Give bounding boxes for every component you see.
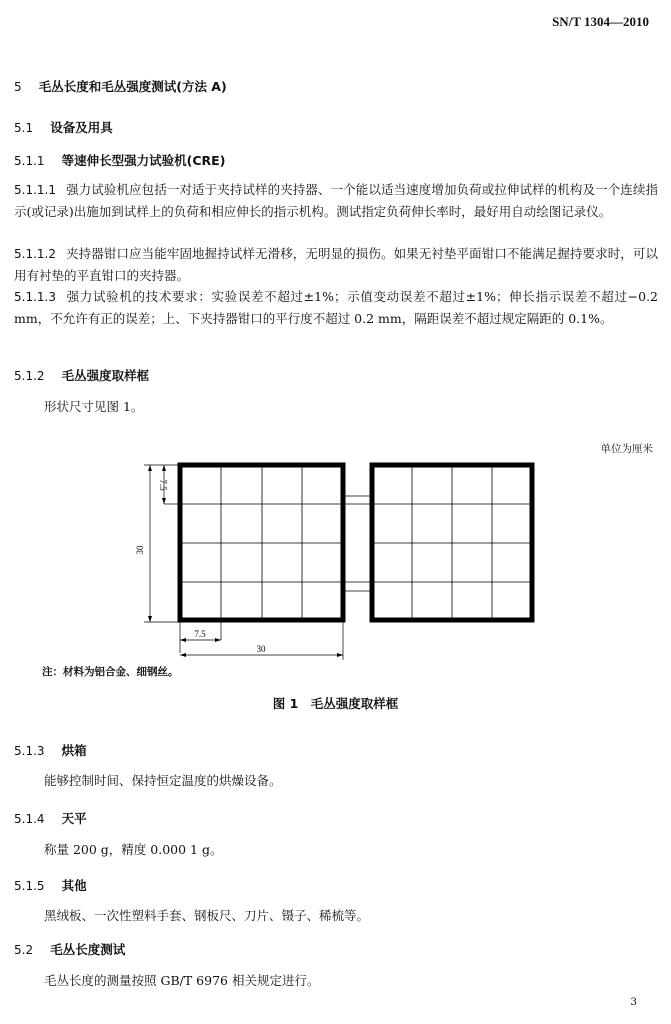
figure-note — [42, 664, 179, 679]
frame-connectors — [343, 496, 372, 591]
section-5-1-5-heading — [14, 875, 87, 894]
section-5-1-2-heading — [14, 365, 149, 384]
unit-note: 单位为厘米 — [600, 443, 653, 455]
section-title: 其他 — [61, 878, 87, 893]
section-5-heading — [14, 76, 227, 95]
section-title: 毛丛长度测试 — [50, 942, 126, 957]
section-5-1-2-text: 形状尺寸见图 1。 — [44, 399, 144, 414]
clause-number: 5.1.1.1 — [14, 183, 56, 197]
section-number: 5.1.4 — [14, 812, 45, 826]
dimension-label-30-bottom: 30 — [256, 644, 266, 654]
paragraph-5-1-1-3 — [14, 286, 658, 329]
section-5-1-3-heading — [14, 740, 87, 759]
section-5-1-5-text: 黑绒板、一次性塑料手套、钢板尺、刀片、镊子、稀梳等。 — [44, 908, 370, 923]
clause-text: 强力试验机的技术要求：实验误差不超过±1%；示值变动误差不超过±1%；伸长指示误差不超过−0.2 mm，不允许有正的误差；上、下夹持器钳口的平行度不超过 0.2 mm，隔距误差不超过规定隔距的 0.1%。 — [14, 289, 658, 326]
section-number: 5 — [14, 80, 22, 94]
sampling-frame-figure — [120, 455, 540, 665]
standard-number: SN/T 1304—2010 — [552, 14, 649, 29]
paragraph-5-1-1-1 — [14, 179, 658, 222]
section-5-1-3-text: 能够控制时间、保持恒定温度的烘燥设备。 — [44, 773, 282, 788]
figure-caption: 图 1 毛丛强度取样框 — [272, 696, 399, 711]
section-title: 等速伸长型强力试验机(CRE) — [61, 153, 226, 168]
section-5-2-heading — [14, 939, 125, 958]
left-frame — [180, 465, 343, 620]
section-number: 5.2 — [14, 943, 34, 957]
section-5-2-text: 毛丛长度的测量按照 GB/T 6976 相关规定进行。 — [44, 973, 320, 988]
dimension-label-30-left: 30 — [135, 545, 145, 555]
section-title: 天平 — [61, 811, 87, 826]
section-title: 烘箱 — [61, 743, 87, 758]
right-frame — [372, 465, 532, 620]
clause-text: 强力试验机应包括一对适于夹持试样的夹持器、一个能以适当速度增加负荷或拉伸试样的机构及一个连续指示(或记录)出施加到试样上的负荷和相应伸长的指示机构。测试指定负荷伸长率时，最好用自动绘图记录仪。 — [14, 182, 658, 219]
section-title: 毛丛长度和毛丛强度测试(方法 A) — [38, 79, 227, 94]
dimension-lines — [144, 465, 343, 660]
clause-number: 5.1.1.2 — [14, 247, 56, 261]
section-5-1-heading — [14, 117, 113, 136]
section-5-1-1-heading — [14, 150, 225, 169]
section-5-1-4-heading — [14, 808, 87, 827]
page-number: 3 — [630, 996, 637, 1008]
section-number: 5.1 — [14, 121, 34, 135]
paragraph-5-1-1-2 — [14, 243, 658, 286]
clause-text: 夹持器钳口应当能牢固地握持试样无滑移，无明显的损伤。如果无衬垫平面钳口不能满足握持要求时，可以用有衬垫的平直钳口的夹持器。 — [14, 246, 658, 283]
figure-note-text: 注：材料为铝合金、细钢丝。 — [42, 666, 179, 678]
dimension-label-7-5-bottom: 7.5 — [194, 629, 206, 639]
section-title: 设备及用具 — [50, 120, 113, 135]
section-number: 5.1.3 — [14, 744, 45, 758]
section-number: 5.1.1 — [14, 154, 45, 168]
section-5-1-4-text: 称量 200 g，精度 0.000 1 g。 — [44, 842, 223, 857]
section-title: 毛丛强度取样框 — [61, 368, 150, 383]
clause-number: 5.1.1.3 — [14, 290, 56, 304]
dimension-arrows — [148, 465, 343, 657]
section-number: 5.1.5 — [14, 879, 45, 893]
dimension-label-7-5-top: 7.5 — [158, 479, 168, 491]
section-number: 5.1.2 — [14, 369, 45, 383]
